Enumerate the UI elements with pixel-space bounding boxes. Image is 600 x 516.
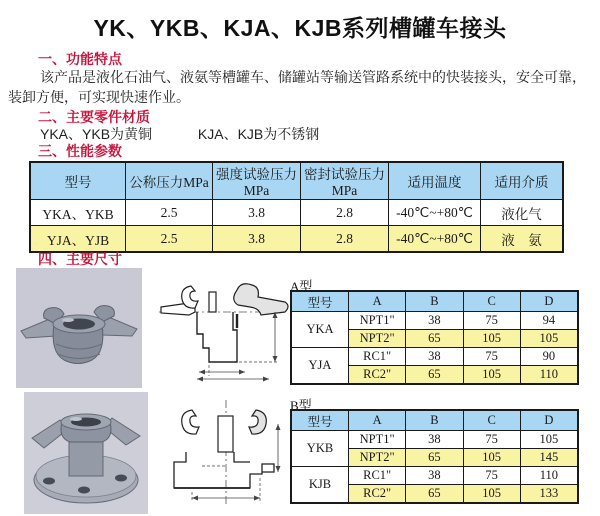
performance-table-header-row	[31, 163, 563, 200]
type-a-section-drawing	[157, 272, 289, 384]
cell-d: 145	[520, 449, 577, 467]
table-row	[292, 312, 578, 330]
cell-medium: 液 氨	[481, 226, 563, 252]
cell-seal-pressure: 2.8	[301, 226, 389, 252]
section-heading-dimensions: 四、主要尺寸	[38, 251, 122, 267]
cell-c: 105	[463, 485, 520, 503]
col-header-c: C	[463, 292, 520, 312]
cell-d: 94	[520, 312, 577, 330]
cell-d: 133	[520, 485, 577, 503]
col-header-d: D	[520, 292, 577, 312]
cell-model: KJB	[292, 467, 349, 503]
type-a-dimension-table	[291, 291, 578, 384]
material-brass-text: YKA、YKB为黄铜	[40, 126, 153, 142]
cell-b: 65	[406, 485, 463, 503]
cell-d: 105	[520, 431, 577, 449]
col-header-c: C	[463, 411, 520, 431]
type-a-label: A型	[290, 279, 313, 294]
cell-d: 105	[520, 330, 577, 348]
cell-b: 38	[406, 431, 463, 449]
cell-c: 105	[463, 449, 520, 467]
col-header-b: B	[406, 292, 463, 312]
col-header-b: B	[406, 411, 463, 431]
type-b-section-drawing	[162, 396, 290, 510]
cell-thread: NPT2"	[349, 330, 406, 348]
table-row	[31, 200, 563, 226]
product-photo-camlock	[16, 268, 142, 388]
table-row	[292, 348, 578, 366]
cell-c: 105	[463, 330, 520, 348]
cell-b: 38	[406, 348, 463, 366]
cell-c: 75	[463, 431, 520, 449]
type-b-header-row	[292, 411, 578, 431]
product-photo-flanged	[24, 392, 148, 514]
cell-thread: RC1"	[349, 467, 406, 485]
page-title: YK、YKB、KJA、KJB系列槽罐车接头	[93, 15, 507, 41]
cell-temperature: -40℃~+80℃	[389, 200, 481, 226]
dimension-drawing-type-a	[157, 272, 289, 384]
table-row	[292, 431, 578, 449]
cell-strength-pressure: 3.8	[213, 226, 301, 252]
col-header-a: A	[349, 411, 406, 431]
col-header-model: 型号	[292, 292, 349, 312]
cell-strength-pressure: 3.8	[213, 200, 301, 226]
cell-model: YJA	[292, 348, 349, 384]
camlock-coupling-image	[16, 268, 142, 388]
type-b-dimension-table	[291, 410, 578, 503]
cell-c: 75	[463, 348, 520, 366]
cell-seal-pressure: 2.8	[301, 200, 389, 226]
cell-model: YKA、YKB	[31, 200, 126, 226]
col-header-strength-test-pressure: 强度试验压力MPa	[213, 163, 301, 200]
cell-d: 90	[520, 348, 577, 366]
col-header-temperature: 适用温度	[389, 163, 481, 200]
cell-nominal-pressure: 2.5	[126, 200, 213, 226]
cell-b: 65	[406, 366, 463, 384]
cell-b: 38	[406, 467, 463, 485]
cell-d: 110	[520, 366, 577, 384]
cell-model: YKA	[292, 312, 349, 348]
cell-thread: NPT1"	[349, 312, 406, 330]
col-header-model: 型号	[292, 411, 349, 431]
cell-temperature: -40℃~+80℃	[389, 226, 481, 252]
cell-b: 38	[406, 312, 463, 330]
col-header-nominal-pressure: 公称压力MPa	[126, 163, 213, 200]
cell-c: 105	[463, 366, 520, 384]
cell-thread: RC2"	[349, 485, 406, 503]
cell-thread: RC2"	[349, 366, 406, 384]
section-heading-features: 一、功能特点	[38, 51, 122, 67]
cell-c: 75	[463, 312, 520, 330]
flanged-coupling-image	[24, 392, 148, 514]
cell-d: 110	[520, 467, 577, 485]
cell-c: 75	[463, 467, 520, 485]
cell-b: 65	[406, 330, 463, 348]
cell-medium: 液化气	[481, 200, 563, 226]
material-stainless-text: KJA、KJB为不锈钢	[197, 126, 320, 142]
cell-model: YJA、YJB	[31, 226, 126, 252]
type-a-header-row	[292, 292, 578, 312]
performance-table	[30, 162, 563, 252]
cell-model: YKB	[292, 431, 349, 467]
col-header-model: 型号	[31, 163, 126, 200]
cell-nominal-pressure: 2.5	[126, 226, 213, 252]
cell-thread: RC1"	[349, 348, 406, 366]
col-header-a: A	[349, 292, 406, 312]
table-row	[31, 226, 563, 252]
col-header-seal-test-pressure: 密封试验压力MPa	[301, 163, 389, 200]
cell-thread: NPT1"	[349, 431, 406, 449]
col-header-d: D	[520, 411, 577, 431]
section-heading-materials: 二、主要零件材质	[38, 109, 150, 125]
dimension-drawing-type-b	[162, 396, 290, 510]
cell-b: 65	[406, 449, 463, 467]
section-heading-performance: 三、性能参数	[38, 143, 122, 159]
features-paragraph: 该产品是液化石油气、液氨等槽罐车、储罐站等输送管路系统中的快装接头，安全可靠，装卸方便，可实现快速作业。	[8, 69, 586, 105]
type-b-label: B型	[290, 398, 312, 413]
col-header-medium: 适用介质	[481, 163, 563, 200]
table-row	[292, 467, 578, 485]
cell-thread: NPT2"	[349, 449, 406, 467]
